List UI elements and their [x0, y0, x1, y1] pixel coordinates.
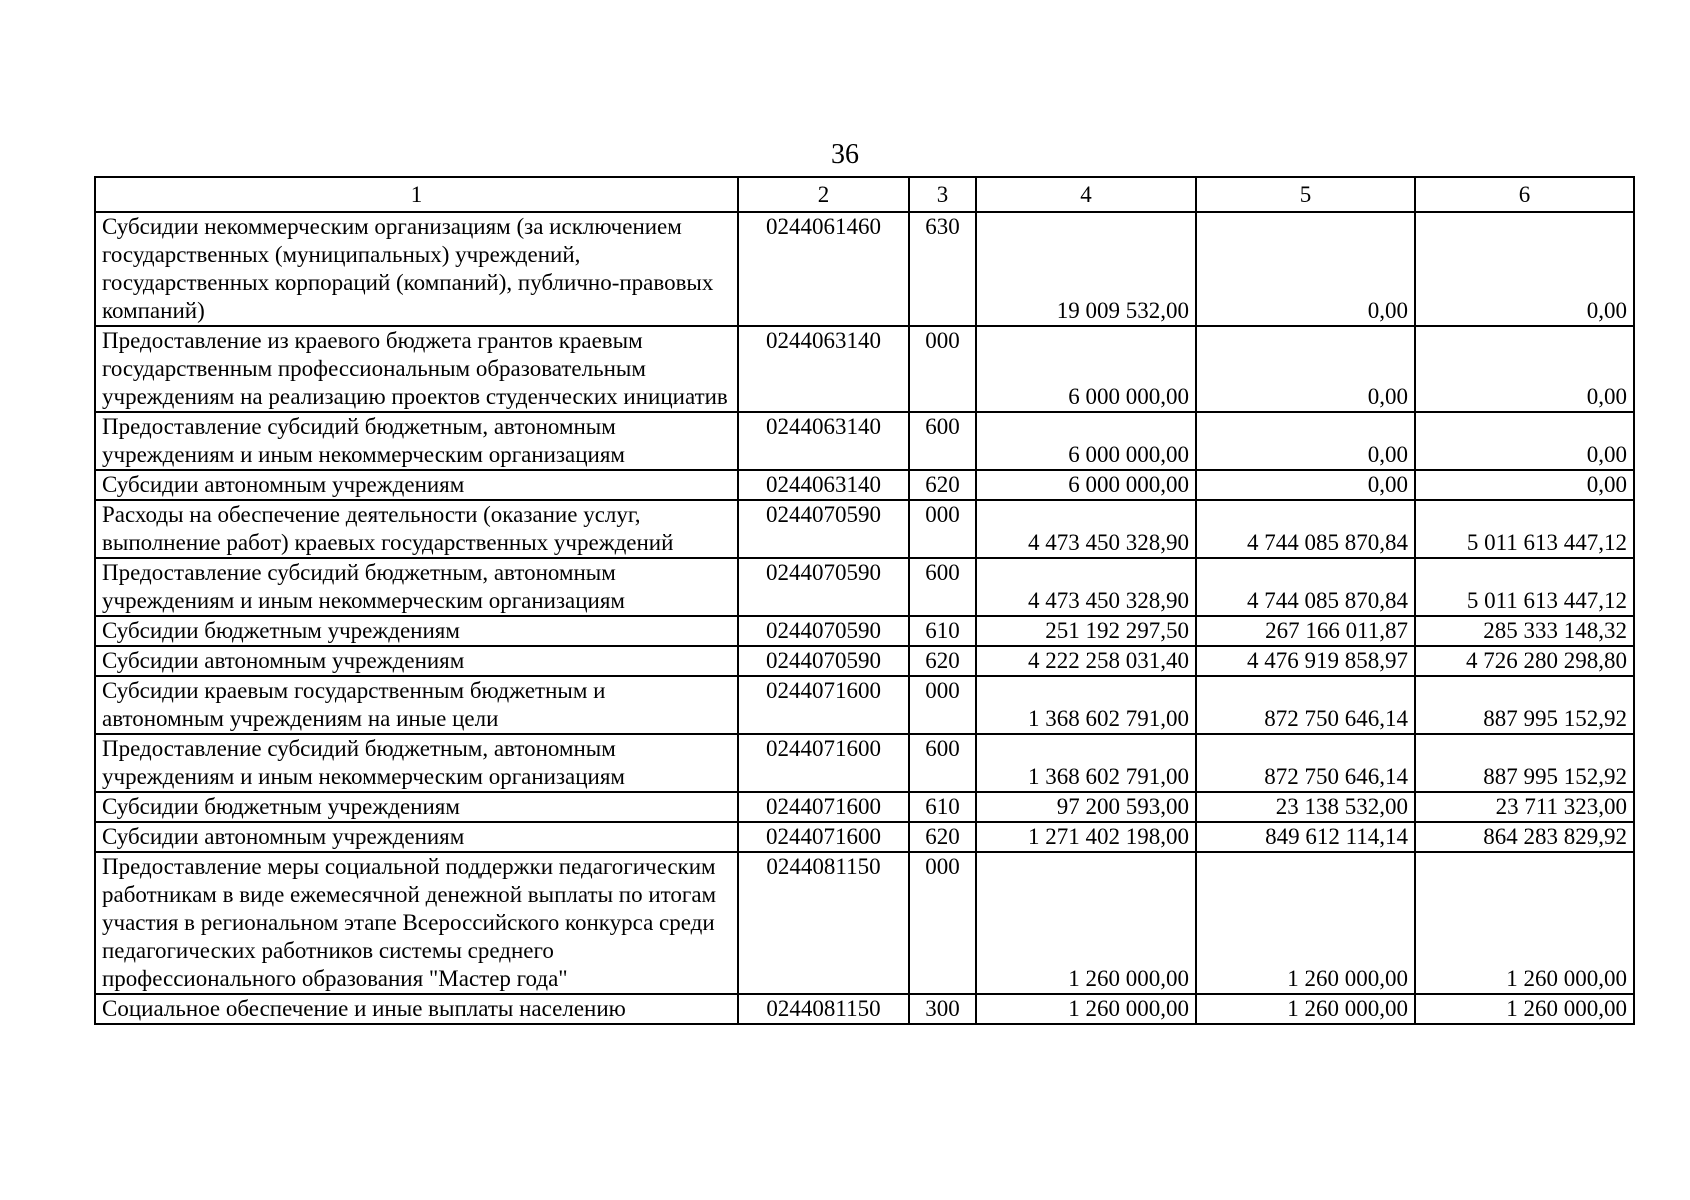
expense-name-cell: Расходы на обеспечение деятельности (оказание услуг, выполнение работ) краевых государственных учреждений [95, 500, 738, 558]
amount-year2-cell: 872 750 646,14 [1196, 734, 1415, 792]
expense-type-cell: 600 [909, 412, 976, 470]
table-row [95, 500, 1634, 558]
header-cell: 6 [1415, 177, 1634, 212]
amount-year3-cell: 1 260 000,00 [1415, 994, 1634, 1024]
expense-type-cell: 620 [909, 470, 976, 500]
table-header-row [95, 177, 1634, 212]
amount-year3-cell: 887 995 152,92 [1415, 734, 1634, 792]
target-code-cell: 0244070590 [738, 616, 909, 646]
amount-year3-cell: 0,00 [1415, 412, 1634, 470]
table-row [95, 994, 1634, 1024]
amount-year3-cell: 0,00 [1415, 212, 1634, 326]
page-number: 36 [831, 139, 859, 170]
target-code-cell: 0244081150 [738, 852, 909, 994]
table-row [95, 646, 1634, 676]
expense-type-cell: 600 [909, 558, 976, 616]
table-row [95, 792, 1634, 822]
expense-type-cell: 000 [909, 676, 976, 734]
table-row [95, 852, 1634, 994]
amount-year1-cell: 6 000 000,00 [976, 470, 1196, 500]
expense-name-cell: Субсидии бюджетным учреждениям [95, 616, 738, 646]
expense-type-cell: 620 [909, 822, 976, 852]
expense-name-cell: Социальное обеспечение и иные выплаты населению [95, 994, 738, 1024]
table-row [95, 212, 1634, 326]
amount-year2-cell: 267 166 011,87 [1196, 616, 1415, 646]
amount-year1-cell: 251 192 297,50 [976, 616, 1196, 646]
amount-year1-cell: 19 009 532,00 [976, 212, 1196, 326]
amount-year3-cell: 4 726 280 298,80 [1415, 646, 1634, 676]
expense-name-cell: Субсидии автономным учреждениям [95, 822, 738, 852]
amount-year3-cell: 23 711 323,00 [1415, 792, 1634, 822]
amount-year3-cell: 0,00 [1415, 326, 1634, 412]
amount-year1-cell: 6 000 000,00 [976, 326, 1196, 412]
expense-type-cell: 000 [909, 852, 976, 994]
amount-year2-cell: 4 744 085 870,84 [1196, 558, 1415, 616]
amount-year3-cell: 285 333 148,32 [1415, 616, 1634, 646]
amount-year2-cell: 0,00 [1196, 326, 1415, 412]
target-code-cell: 0244071600 [738, 734, 909, 792]
target-code-cell: 0244071600 [738, 822, 909, 852]
amount-year2-cell: 0,00 [1196, 212, 1415, 326]
amount-year2-cell: 0,00 [1196, 412, 1415, 470]
amount-year3-cell: 0,00 [1415, 470, 1634, 500]
target-code-cell: 0244063140 [738, 326, 909, 412]
amount-year1-cell: 1 260 000,00 [976, 852, 1196, 994]
expense-name-cell: Субсидии краевым государственным бюджетным и автономным учреждениям на иные цели [95, 676, 738, 734]
expense-type-cell: 620 [909, 646, 976, 676]
amount-year2-cell: 4 476 919 858,97 [1196, 646, 1415, 676]
amount-year2-cell: 849 612 114,14 [1196, 822, 1415, 852]
amount-year2-cell: 872 750 646,14 [1196, 676, 1415, 734]
header-cell: 2 [738, 177, 909, 212]
expense-type-cell: 610 [909, 616, 976, 646]
target-code-cell: 0244071600 [738, 676, 909, 734]
amount-year3-cell: 887 995 152,92 [1415, 676, 1634, 734]
expense-name-cell: Предоставление субсидий бюджетным, автономным учреждениям и иным некоммерческим организациям [95, 734, 738, 792]
amount-year1-cell: 4 473 450 328,90 [976, 500, 1196, 558]
expense-type-cell: 630 [909, 212, 976, 326]
table-row [95, 558, 1634, 616]
target-code-cell: 0244063140 [738, 470, 909, 500]
expense-name-cell: Предоставление субсидий бюджетным, автономным учреждениям и иным некоммерческим организациям [95, 412, 738, 470]
table-row [95, 326, 1634, 412]
table-row [95, 412, 1634, 470]
expense-name-cell: Предоставление субсидий бюджетным, автономным учреждениям и иным некоммерческим организациям [95, 558, 738, 616]
amount-year2-cell: 23 138 532,00 [1196, 792, 1415, 822]
amount-year3-cell: 864 283 829,92 [1415, 822, 1634, 852]
budget-table [94, 176, 1635, 1025]
target-code-cell: 0244061460 [738, 212, 909, 326]
amount-year1-cell: 6 000 000,00 [976, 412, 1196, 470]
header-cell: 4 [976, 177, 1196, 212]
expense-name-cell: Субсидии бюджетным учреждениям [95, 792, 738, 822]
amount-year3-cell: 5 011 613 447,12 [1415, 500, 1634, 558]
amount-year3-cell: 1 260 000,00 [1415, 852, 1634, 994]
amount-year1-cell: 1 260 000,00 [976, 994, 1196, 1024]
amount-year3-cell: 5 011 613 447,12 [1415, 558, 1634, 616]
expense-name-cell: Субсидии автономным учреждениям [95, 646, 738, 676]
target-code-cell: 0244070590 [738, 500, 909, 558]
expense-name-cell: Предоставление меры социальной поддержки педагогическим работникам в виде ежемесячной денежной выплаты по итогам участия в региональном этапе Всероссийского конкурса среди педагогических работников системы среднего профессионального образования "Мастер года" [95, 852, 738, 994]
amount-year1-cell: 1 271 402 198,00 [976, 822, 1196, 852]
amount-year1-cell: 1 368 602 791,00 [976, 734, 1196, 792]
amount-year2-cell: 4 744 085 870,84 [1196, 500, 1415, 558]
header-cell: 5 [1196, 177, 1415, 212]
table-row [95, 470, 1634, 500]
target-code-cell: 0244071600 [738, 792, 909, 822]
amount-year2-cell: 0,00 [1196, 470, 1415, 500]
expense-name-cell: Предоставление из краевого бюджета грантов краевым государственным профессиональным образовательным учреждениям на реализацию проектов студенческих инициатив [95, 326, 738, 412]
target-code-cell: 0244081150 [738, 994, 909, 1024]
header-cell: 1 [95, 177, 738, 212]
expense-type-cell: 000 [909, 500, 976, 558]
expense-type-cell: 300 [909, 994, 976, 1024]
amount-year2-cell: 1 260 000,00 [1196, 994, 1415, 1024]
table-row [95, 734, 1634, 792]
table-row [95, 676, 1634, 734]
amount-year1-cell: 97 200 593,00 [976, 792, 1196, 822]
amount-year1-cell: 1 368 602 791,00 [976, 676, 1196, 734]
amount-year2-cell: 1 260 000,00 [1196, 852, 1415, 994]
expense-name-cell: Субсидии автономным учреждениям [95, 470, 738, 500]
amount-year1-cell: 4 473 450 328,90 [976, 558, 1196, 616]
expense-name-cell: Субсидии некоммерческим организациям (за исключением государственных (муниципальных) учреждений, государственных корпораций (компаний), публично-правовых компаний) [95, 212, 738, 326]
header-cell: 3 [909, 177, 976, 212]
expense-type-cell: 000 [909, 326, 976, 412]
expense-type-cell: 600 [909, 734, 976, 792]
table-row [95, 616, 1634, 646]
table-row [95, 822, 1634, 852]
target-code-cell: 0244070590 [738, 646, 909, 676]
target-code-cell: 0244063140 [738, 412, 909, 470]
expense-type-cell: 610 [909, 792, 976, 822]
amount-year1-cell: 4 222 258 031,40 [976, 646, 1196, 676]
target-code-cell: 0244070590 [738, 558, 909, 616]
